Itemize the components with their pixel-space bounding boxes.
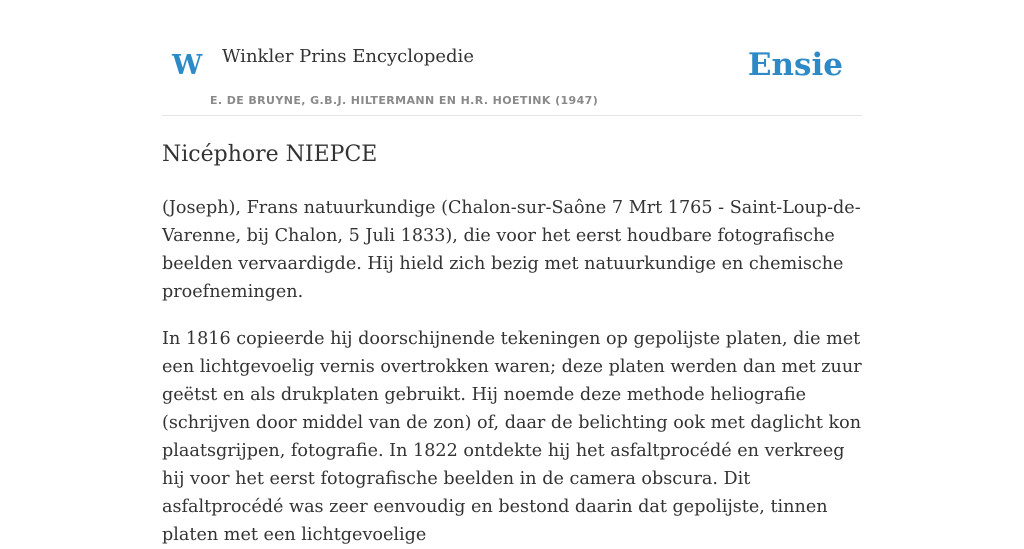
brand-logo[interactable]: Ensie (747, 47, 843, 83)
authors-line: E. DE BRUYNE, G.B.J. HILTERMANN EN H.R. HOETINK (1947) (210, 94, 599, 107)
article-paragraph-1: (Joseph), Frans natuurkundige (Chalon-sur-Saône 7 Mrt 1765 - Saint-Loup-de-Varenne, bij Chalon, 5 Juli 1833), die voor het eerst houdbare fotografische beelden vervaardigde. Hij hield zich bezig met natuurkundige en chemische proefnemingen. (162, 198, 861, 303)
site-title[interactable]: Winkler Prins Encyclopedie (222, 46, 474, 67)
page (162, 0, 862, 546)
site-header (162, 0, 862, 116)
site-logo-icon[interactable]: W (172, 50, 203, 81)
article-paragraph-2: In 1816 copieerde hij doorschijnende tekeningen op gepolijste platen, die met een lichtgevoelig vernis overtrokken waren; deze platen werden dan met zuur geëtst en als drukplaten gebruikt. Hij noemde deze methode heliografie (schrijven door middel van de zon) of, daar de belichting ook met daglicht kon plaatsgrijpen, fotografie. In 1822 ontdekte hij het asfaltprocédé en verkreeg hij voor het eerst fotografische beelden in de camera obscura. Dit asfaltprocédé was zeer eenvoudig en bestond daarin dat gepolijste, tinnen platen met een lichtgevoelige (162, 329, 862, 546)
article-title: Nicéphore NIEPCE (162, 142, 378, 167)
